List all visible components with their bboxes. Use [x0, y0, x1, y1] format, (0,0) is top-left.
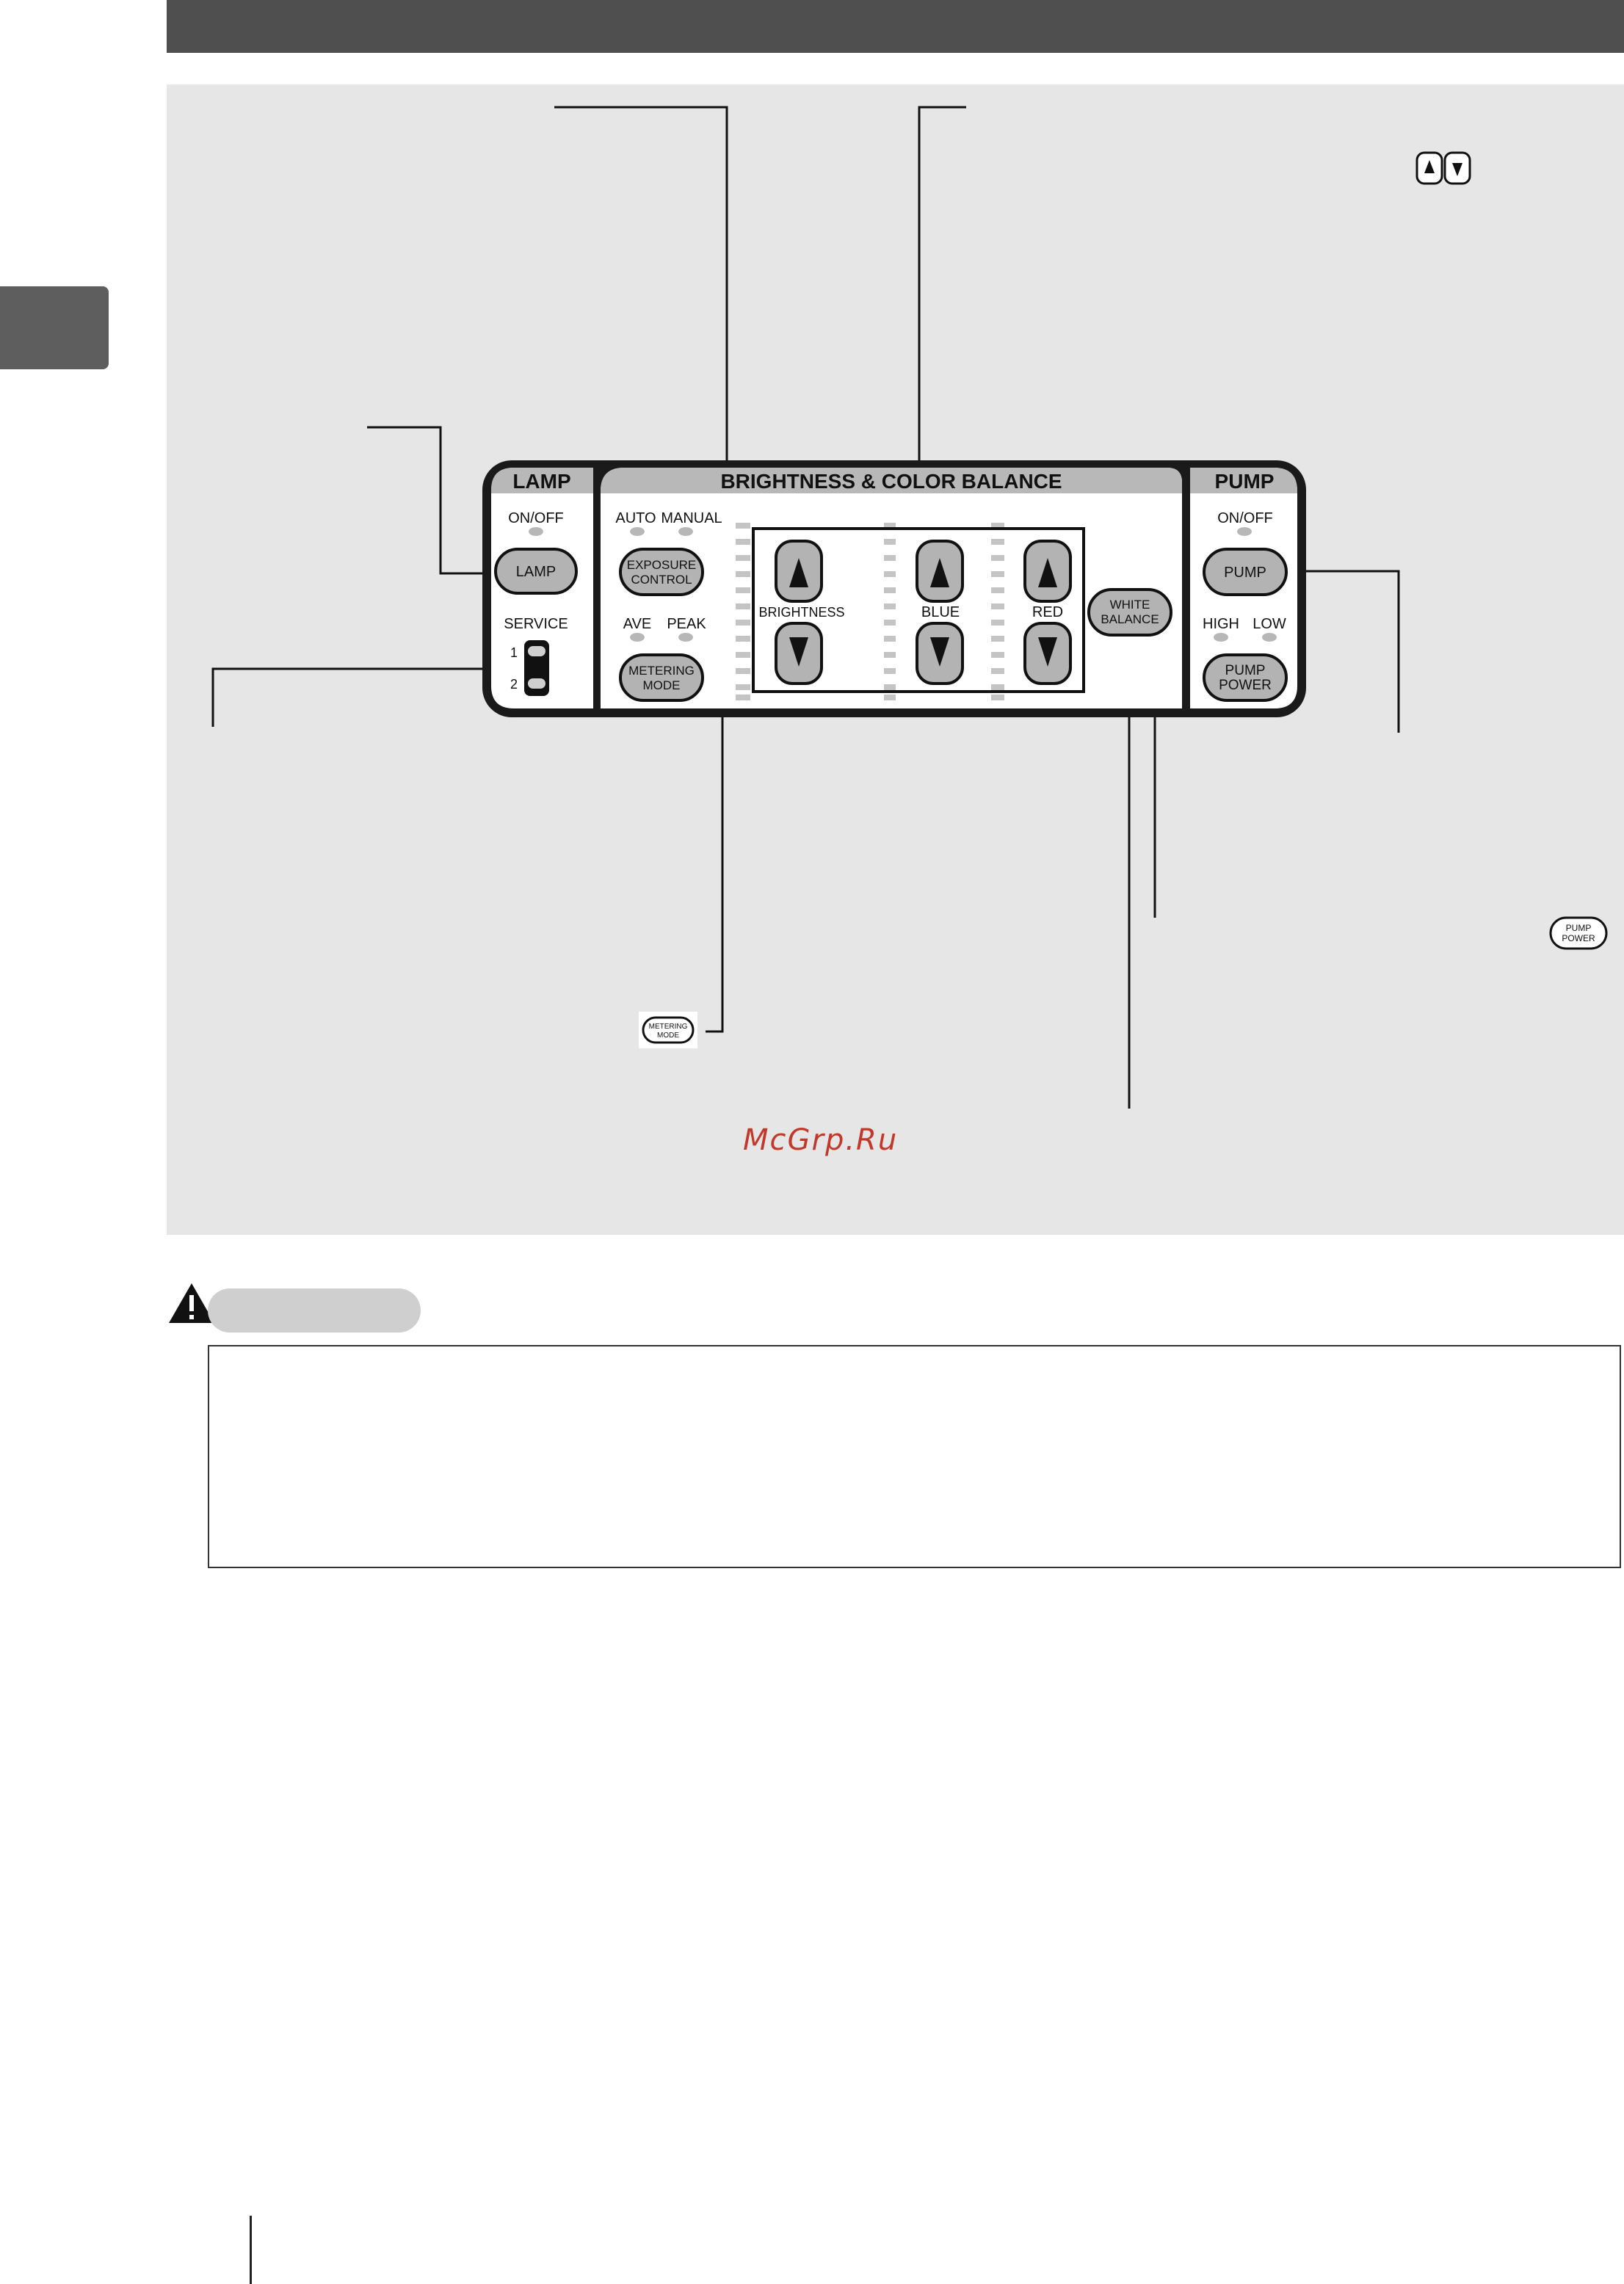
metering-line2: MODE: [642, 678, 681, 692]
caution-heading-pill: [208, 1288, 421, 1333]
lamp-indicator-led: [529, 527, 543, 536]
service-label: SERVICE: [504, 616, 568, 632]
service-2-label: 2: [510, 677, 518, 692]
peak-label: PEAK: [667, 616, 706, 632]
brightness-color-balance-section: [601, 468, 1182, 708]
lamp-button-label: LAMP: [515, 564, 557, 580]
service-lamp-2-indicator: [528, 678, 545, 689]
service-1-label: 1: [510, 645, 518, 660]
brightness-up-button[interactable]: [776, 541, 822, 601]
red-up-button[interactable]: [1025, 541, 1070, 601]
high-label: HIGH: [1203, 616, 1239, 632]
peak-indicator-led: [678, 633, 693, 642]
lamp-onoff-label: ON/OFF: [508, 510, 564, 526]
low-label: LOW: [1253, 616, 1286, 632]
watermark-text: McGrp.Ru: [743, 1123, 899, 1157]
pump-power-inline-line1: PUMP: [1565, 923, 1592, 933]
pump-power-line2: POWER: [1219, 678, 1272, 693]
ave-indicator-led: [630, 633, 645, 642]
pump-power-inline-line2: POWER: [1562, 933, 1595, 943]
red-down-button[interactable]: [1025, 623, 1070, 684]
pump-onoff-label: ON/OFF: [1217, 510, 1273, 526]
brightness-down-button[interactable]: [776, 623, 822, 684]
metering-mode-button[interactable]: [620, 655, 703, 700]
metering-inline-line2: MODE: [657, 1032, 679, 1040]
brightness-label: BRIGHTNESS: [758, 605, 845, 620]
blue-label: BLUE: [921, 604, 960, 620]
pump-power-inline-icon: [1551, 918, 1606, 949]
white-balance-line2: BALANCE: [1101, 612, 1159, 626]
auto-indicator-led: [630, 527, 645, 536]
footer-vertical-rule: [250, 2216, 252, 2284]
pump-section: [1190, 468, 1297, 708]
blue-up-button[interactable]: [917, 541, 963, 601]
service-lamp-1-indicator: [528, 646, 545, 656]
manual-indicator-led: [678, 527, 693, 536]
high-indicator-led: [1214, 633, 1228, 642]
red-label: RED: [1032, 604, 1064, 620]
lamp-header: LAMP: [512, 470, 571, 493]
metering-inline-line1: METERING: [648, 1023, 688, 1031]
exposure-line1: EXPOSURE: [626, 558, 697, 572]
low-indicator-led: [1262, 633, 1277, 642]
warning-triangle-icon: [169, 1283, 214, 1323]
bcb-header: BRIGHTNESS & COLOR BALANCE: [720, 470, 1062, 493]
warning-text-box: [208, 1345, 1621, 1568]
auto-label: AUTO: [615, 510, 656, 526]
lamp-section: [491, 468, 593, 708]
pump-header: PUMP: [1214, 470, 1275, 493]
pump-button-label: PUMP: [1224, 565, 1266, 581]
manual-label: MANUAL: [661, 510, 722, 526]
metering-mode-inline-icon: [639, 1012, 697, 1048]
white-balance-line1: WHITE: [1109, 598, 1150, 612]
metering-line1: METERING: [628, 664, 695, 678]
exposure-line2: CONTROL: [631, 573, 692, 587]
pump-power-line1: PUMP: [1225, 663, 1266, 678]
exposure-control-button[interactable]: [620, 549, 703, 595]
up-down-arrow-keys-icon: [1417, 153, 1470, 184]
ave-label: AVE: [623, 616, 652, 632]
pump-indicator-led: [1237, 527, 1252, 536]
blue-down-button[interactable]: [917, 623, 963, 684]
